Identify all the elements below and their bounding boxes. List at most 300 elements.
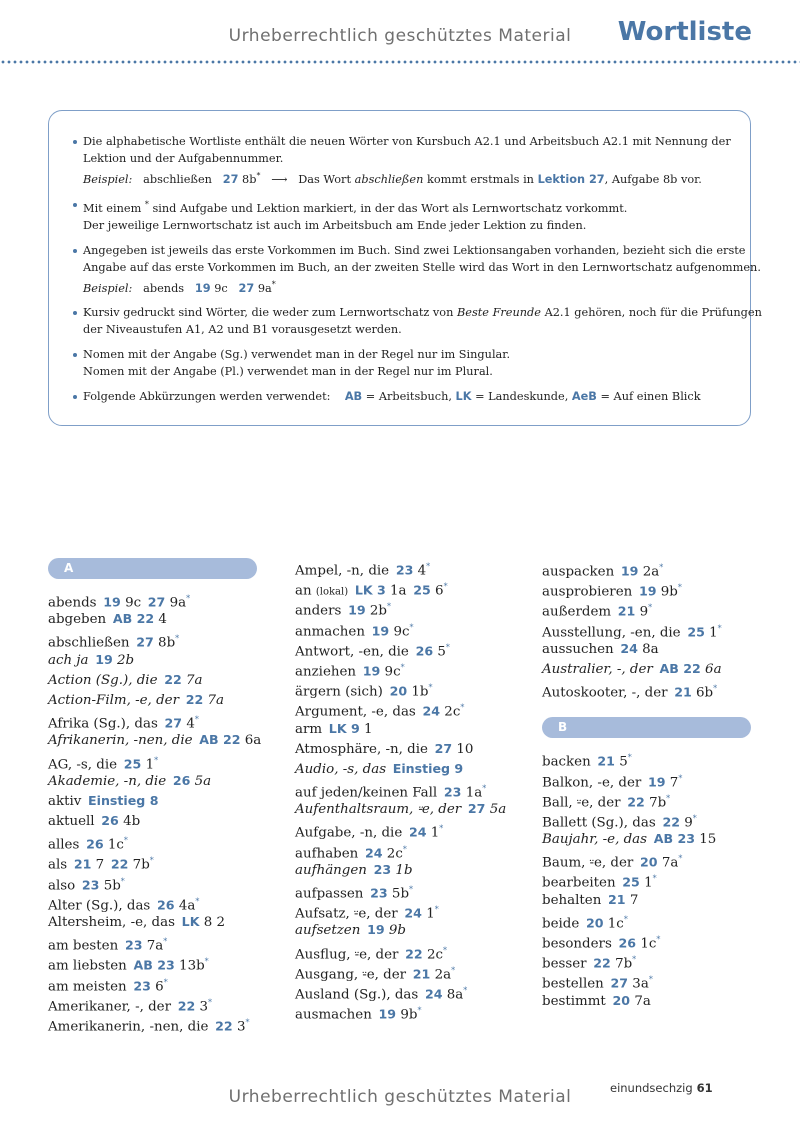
word-entry xyxy=(542,950,757,970)
entry-word: behalten xyxy=(542,892,602,908)
star-icon: * xyxy=(175,634,180,644)
entry-word: anziehen xyxy=(295,664,357,680)
star-icon: * xyxy=(666,793,671,803)
info-item-2 xyxy=(73,196,728,234)
word-entry xyxy=(48,811,263,831)
entry-word: Aufenthaltsraum, ⸚e, der xyxy=(295,802,462,818)
entry-list xyxy=(542,558,757,699)
star-icon: * xyxy=(149,856,154,866)
lesson-reference: 27 xyxy=(238,281,255,295)
word-entry xyxy=(48,831,263,851)
star-icon: * xyxy=(409,885,414,894)
word-entry xyxy=(295,900,510,920)
word-entry xyxy=(48,1013,263,1033)
task-number: 9c xyxy=(384,664,401,680)
entry-word: Afrika (Sg.), das xyxy=(48,716,158,732)
star-icon: * xyxy=(439,824,444,834)
star-icon: * xyxy=(623,914,628,924)
task-number: 2c xyxy=(386,846,403,862)
word-entry xyxy=(48,932,263,952)
star-icon: * xyxy=(678,773,683,783)
entry-word: Aufgabe, -n, die xyxy=(295,825,403,841)
word-column-2 xyxy=(295,557,510,1021)
entry-word: Argument, -e, das xyxy=(295,704,416,720)
task-number: 7a xyxy=(186,672,203,688)
word-entry xyxy=(542,829,757,849)
star-icon: * xyxy=(445,642,450,652)
entry-word: backen xyxy=(542,754,591,770)
star-icon: * xyxy=(678,854,683,864)
task-number: 4 xyxy=(186,716,195,732)
word-entry xyxy=(48,710,263,730)
word-entry xyxy=(542,639,757,659)
star-icon: * xyxy=(186,594,191,603)
task-number: 5b xyxy=(391,886,410,902)
task-number: 4a xyxy=(178,898,196,914)
word-entry xyxy=(48,609,263,629)
star-icon: * xyxy=(195,896,200,906)
star-icon: * xyxy=(482,784,487,794)
task-number: 1c xyxy=(107,837,124,853)
lesson-reference: 21 xyxy=(617,603,636,619)
star-icon: * xyxy=(632,955,637,965)
lesson-reference: 24 xyxy=(404,905,422,921)
entry-list xyxy=(48,589,263,1033)
entry-word: Action (Sg.), die xyxy=(48,672,158,688)
task-number: 13b xyxy=(179,958,205,974)
star-icon: * xyxy=(443,945,447,955)
lesson-reference: 23 xyxy=(124,937,143,953)
word-entry xyxy=(48,650,263,670)
lesson-reference: 25 xyxy=(123,755,142,771)
example-lesson: 27 xyxy=(222,172,239,186)
word-entry xyxy=(48,629,263,649)
star-icon: * xyxy=(443,582,448,592)
entry-word: beide xyxy=(542,916,580,932)
word-entry xyxy=(295,597,510,617)
word-entry xyxy=(295,759,510,779)
lesson-reference: 25 xyxy=(413,582,431,598)
example-label: Beispiel: xyxy=(83,172,133,186)
word-entry xyxy=(295,819,510,839)
task-number: 7b xyxy=(132,857,150,873)
abbreviation-lk: LK xyxy=(455,390,472,404)
lesson-reference: 20 xyxy=(612,992,631,1008)
lesson-reference: 21 xyxy=(608,891,626,907)
info-text: der Niveaustufen A1, A2 und B1 vorausgesetzt werden. xyxy=(83,323,402,337)
word-entry xyxy=(542,991,757,1011)
lesson-reference: Lektion 27 xyxy=(537,172,605,186)
lesson-reference: Einstieg 8 xyxy=(88,792,159,808)
task-number: 6 xyxy=(435,583,444,599)
word-entry xyxy=(295,799,510,819)
info-item-3 xyxy=(73,242,761,297)
entry-word: Action-Film, -e, der xyxy=(48,692,179,708)
entry-word: am meisten xyxy=(48,979,127,995)
book-title: Beste Freunde xyxy=(456,306,541,320)
info-item-6 xyxy=(73,388,728,405)
lesson-reference: 22 xyxy=(662,814,680,830)
info-text: Der jeweilige Lernwortschatz ist auch im Arbeitsbuch am Ende jeder Lektion zu finden. xyxy=(83,218,587,232)
lesson-reference: 21 xyxy=(73,856,92,872)
task-number: 10 xyxy=(456,741,474,757)
entry-word: ach ja xyxy=(48,652,89,668)
entry-word: also xyxy=(48,878,76,894)
task-number: 1 xyxy=(430,825,440,841)
info-text: Angabe auf das erste Vorkommen im Buch, an der zweiten Stelle wird das Wort in den Lernwortschatz aufgenommen. xyxy=(83,260,761,274)
lesson-reference: 27 xyxy=(147,594,166,610)
word-entry xyxy=(48,730,263,750)
star-icon: * xyxy=(120,876,125,886)
star-icon: * xyxy=(463,985,468,995)
lesson-reference: LK 3 xyxy=(354,582,386,598)
task-number: 7a xyxy=(146,938,164,954)
task-number: 2b xyxy=(117,652,135,668)
word-entry xyxy=(295,840,510,860)
entry-word: auf jeden/keinen Fall xyxy=(295,785,438,801)
task-number: 1b xyxy=(395,862,413,878)
entry-word: an xyxy=(295,583,312,599)
entry-word: Aufsatz, ⸚e, der xyxy=(295,906,398,922)
page-number-digit: 61 xyxy=(696,1081,713,1095)
task-number: 9b xyxy=(660,584,678,600)
lesson-reference: 24 xyxy=(422,703,441,719)
example-task: 8b xyxy=(242,172,257,186)
entry-word: bestimmt xyxy=(542,993,606,1009)
star-icon: * xyxy=(692,813,697,823)
word-entry xyxy=(48,589,263,609)
info-text: Nomen mit der Angabe (Sg.) verwendet man in der Regel nur im Singular. xyxy=(83,348,511,362)
info-text: Lektion und der Aufgabennummer. xyxy=(83,152,284,165)
star-icon: * xyxy=(245,1017,250,1027)
task-number: 7 xyxy=(95,857,105,873)
lesson-reference: 19 xyxy=(371,623,390,639)
entry-word: Amerikaner, -, der xyxy=(48,999,171,1015)
arrow-icon: ⟶ xyxy=(271,172,288,186)
page-number-word: einundsechzig xyxy=(610,1081,693,1095)
word-entry xyxy=(295,941,510,961)
word-entry xyxy=(542,578,757,598)
word-entry xyxy=(48,892,263,912)
task-number: 1 xyxy=(709,625,718,641)
word-entry xyxy=(542,769,757,789)
lesson-reference: 24 xyxy=(408,824,427,840)
word-column-3 xyxy=(542,558,757,1011)
task-number: 9c xyxy=(393,624,410,640)
info-item-1 xyxy=(73,133,731,188)
word-entry xyxy=(295,678,510,698)
task-number: 8 2 xyxy=(203,915,226,930)
info-text: Nomen mit der Angabe (Pl.) verwendet man in der Regel nur im Plural. xyxy=(83,365,493,379)
task-number: 3 xyxy=(199,999,209,1015)
task-number: 6a xyxy=(705,661,722,677)
lesson-reference: 22 xyxy=(593,955,611,971)
task-number: 15 xyxy=(699,832,717,848)
example-label: Beispiel: xyxy=(83,281,133,295)
entry-word: Australier, -, der xyxy=(542,661,653,677)
entry-word: bestellen xyxy=(542,976,604,992)
entry-word: Ausland (Sg.), das xyxy=(295,987,419,1003)
word-entry xyxy=(542,789,757,809)
task-number: 8a xyxy=(446,987,464,1003)
lesson-reference: 20 xyxy=(585,915,604,931)
page-title: Wortliste xyxy=(617,17,752,47)
word-entry xyxy=(295,1001,510,1021)
star-icon: * xyxy=(627,753,632,763)
lesson-reference: 23 xyxy=(133,978,151,994)
task-number: 1c xyxy=(607,916,624,932)
entry-word: am liebsten xyxy=(48,958,127,974)
task-number: 9 xyxy=(684,815,693,831)
entry-word: ausmachen xyxy=(295,1007,372,1023)
star-icon: * xyxy=(656,935,661,944)
copyright-watermark-top: Urheberrechtlich geschütztes Material xyxy=(228,26,572,46)
lesson-reference: AB 22 xyxy=(112,611,155,627)
entry-word: aufhaben xyxy=(295,846,359,862)
task-number: 9a xyxy=(169,595,187,611)
lesson-reference: 26 xyxy=(86,836,104,852)
entry-word: außerdem xyxy=(542,604,612,620)
task-number: 7a xyxy=(634,993,651,1009)
word-entry xyxy=(542,619,757,639)
info-item-5 xyxy=(73,346,728,380)
entry-word: ausprobieren xyxy=(542,584,633,600)
star-icon: * xyxy=(194,715,199,725)
word-entry xyxy=(542,890,757,910)
entry-word: Baujahr, -e, das xyxy=(542,832,648,848)
lesson-reference: 27 xyxy=(610,975,629,991)
task-number: 1c xyxy=(640,936,657,952)
entry-word: Atmosphäre, -n, die xyxy=(295,741,428,757)
word-entry xyxy=(295,698,510,718)
lesson-reference: 27 xyxy=(434,740,453,756)
entry-word: Audio, -s, das xyxy=(295,761,387,777)
lesson-reference: 26 xyxy=(618,935,637,951)
entry-word: arm xyxy=(295,721,323,737)
entry-word: am besten xyxy=(48,938,119,954)
info-item-4 xyxy=(73,304,762,338)
lesson-reference: 19 xyxy=(620,563,639,579)
info-text: Das Wort xyxy=(298,172,352,186)
star-icon: * xyxy=(648,975,653,985)
task-number: 5 xyxy=(619,754,628,770)
lesson-reference: 21 xyxy=(412,966,431,982)
info-text: kommt erstmals in xyxy=(427,172,534,186)
lesson-reference: 26 xyxy=(101,813,119,829)
letter-header-b: B xyxy=(542,717,751,738)
entry-word: Ausflug, ⸚e, der xyxy=(295,947,399,963)
info-text: sind Aufgabe und Lektion markiert, in der das Wort als Lernwortschatz vorkommt. xyxy=(152,201,628,215)
lesson-reference: 22 xyxy=(215,1018,233,1034)
entry-word: aussuchen xyxy=(542,641,614,657)
info-text: = Auf einen Blick xyxy=(600,390,701,404)
lesson-reference: 26 xyxy=(172,772,191,788)
star-icon: * xyxy=(434,905,439,915)
lesson-reference: 19 xyxy=(367,922,385,938)
entry-list xyxy=(295,557,510,1021)
star-icon: * xyxy=(154,755,159,765)
abbreviation-ab: AB xyxy=(344,390,363,404)
lesson-reference: 22 xyxy=(177,998,196,1014)
task-number: 7b xyxy=(615,956,633,972)
lesson-reference: LK 9 xyxy=(328,720,360,736)
star-icon: * xyxy=(204,957,209,967)
entry-word: aufhängen xyxy=(295,862,367,878)
star-icon: * xyxy=(717,623,722,633)
word-entry xyxy=(48,690,263,710)
star-icon: * xyxy=(402,844,407,854)
word-entry xyxy=(295,739,510,759)
entry-word: anders xyxy=(295,603,342,619)
entry-word: auspacken xyxy=(542,564,615,580)
word-entry xyxy=(542,558,757,578)
star-icon: * xyxy=(460,703,465,713)
entry-word: anmachen xyxy=(295,624,365,640)
entry-word: aktiv xyxy=(48,793,82,809)
task-number: 7b xyxy=(649,795,667,811)
task-number: 5a xyxy=(489,802,507,818)
star-icon: * xyxy=(426,562,431,571)
task-number: 2a xyxy=(434,967,452,983)
lesson-reference: 22 xyxy=(185,691,204,707)
entry-word: Balkon, -e, der xyxy=(542,774,642,790)
entry-word: ärgern (sich) xyxy=(295,684,383,700)
star-icon: * xyxy=(648,603,653,613)
word-entry xyxy=(542,849,757,869)
task-number: 9b xyxy=(388,923,406,939)
star-icon: * xyxy=(163,977,168,987)
lesson-reference: 24 xyxy=(620,640,638,656)
word-entry xyxy=(542,970,757,990)
entry-word: abgeben xyxy=(48,612,107,628)
word-entry xyxy=(542,659,757,679)
copyright-watermark-bottom: Urheberrechtlich geschütztes Material xyxy=(228,1087,572,1107)
task-number: 6a xyxy=(244,733,262,749)
lesson-reference: 19 xyxy=(378,1006,397,1022)
word-entry xyxy=(295,920,510,940)
task-number: 2c xyxy=(444,704,461,720)
word-entry xyxy=(295,658,510,678)
star-icon: * xyxy=(652,874,657,884)
entry-word: Akademie, -n, die xyxy=(48,773,167,789)
info-text: Angegeben ist jeweils das erste Vorkommen im Buch. Sind zwei Lektionsangaben vorhanden, bezieht sich die erste xyxy=(83,243,746,257)
lesson-reference: 26 xyxy=(157,897,175,913)
entry-word: Ampel, -n, die xyxy=(295,563,390,579)
entry-word: Ausstellung, -en, die xyxy=(542,625,681,641)
task-number: 6 xyxy=(155,979,164,995)
info-text: A2.1 gehören, noch für die Prüfungen xyxy=(544,306,762,320)
lesson-reference: AB 22 xyxy=(659,660,701,676)
lesson-reference: 27 xyxy=(467,801,486,817)
task-number: 4b xyxy=(123,814,141,830)
star-icon: * xyxy=(409,622,414,632)
word-entry xyxy=(48,872,263,892)
star-icon: * xyxy=(713,684,718,694)
lesson-reference: AB 23 xyxy=(653,831,696,847)
lesson-reference: 22 xyxy=(110,856,129,872)
star-icon: * xyxy=(451,965,456,975)
lesson-reference: 20 xyxy=(389,683,408,699)
word-entry xyxy=(48,791,263,811)
lesson-reference: 19 xyxy=(194,281,211,295)
word-entry xyxy=(295,618,510,638)
entry-word: Alter (Sg.), das xyxy=(48,898,151,914)
word-entry xyxy=(295,719,510,739)
entry-word: Ballett (Sg.), das xyxy=(542,815,656,831)
entry-word: Altersheim, -e, das xyxy=(48,915,175,930)
lesson-reference: 19 xyxy=(103,594,121,610)
entry-word: bearbeiten xyxy=(542,875,616,891)
task-number: 1b xyxy=(411,684,429,700)
star-icon: * xyxy=(256,171,261,180)
star-icon: * xyxy=(123,836,128,846)
star-icon: * xyxy=(659,563,664,572)
entry-word: aufsetzen xyxy=(295,923,361,939)
word-entry xyxy=(48,973,263,993)
entry-word: besser xyxy=(542,956,587,972)
task-number: 7a xyxy=(207,692,224,708)
lesson-reference: 25 xyxy=(622,874,640,890)
word-entry xyxy=(295,779,510,799)
task-number: 7 xyxy=(669,774,679,790)
entry-word: abends xyxy=(48,595,97,611)
star-icon: * xyxy=(208,997,213,1007)
abbreviation-aeb: AeB xyxy=(571,390,597,404)
task-number: 5b xyxy=(103,878,121,894)
word-entry xyxy=(295,880,510,900)
lesson-reference: 19 xyxy=(647,773,666,789)
lesson-reference: 27 xyxy=(136,634,154,650)
task-number: 4 xyxy=(417,563,427,579)
task-number: 1 xyxy=(426,906,435,922)
entry-list xyxy=(542,748,757,1010)
lesson-reference: 23 xyxy=(81,877,100,893)
entry-word: Ausgang, ⸚e, der xyxy=(295,967,407,983)
entry-word: besonders xyxy=(542,936,612,952)
entry-word: Antwort, -en, die xyxy=(295,644,409,660)
task-number: 6b xyxy=(696,685,714,701)
entry-word: Amerikanerin, -nen, die xyxy=(48,1019,209,1035)
entry-word: Baum, ⸚e, der xyxy=(542,855,634,871)
lesson-reference: 22 xyxy=(164,671,182,687)
word-entry xyxy=(48,751,263,771)
word-entry xyxy=(295,638,510,658)
task-number: 3a xyxy=(632,976,649,992)
info-text: Folgende Abkürzungen werden verwendet: xyxy=(83,390,331,404)
word-column-1 xyxy=(48,558,263,1033)
word-entry xyxy=(48,912,263,932)
example-word: abends xyxy=(143,281,185,295)
word-entry xyxy=(48,771,263,791)
word-entry xyxy=(48,952,263,972)
star-icon: * xyxy=(271,279,276,289)
task-number: 5a xyxy=(194,773,212,789)
entry-word: aktuell xyxy=(48,814,95,830)
entry-word: Afrikanerin, -nen, die xyxy=(48,733,193,749)
lesson-reference: 27 xyxy=(164,715,183,731)
lesson-reference: 19 xyxy=(95,651,113,667)
lesson-reference: 19 xyxy=(348,602,366,618)
word-entry xyxy=(542,809,757,829)
letter-header-a: A xyxy=(48,558,257,579)
lesson-reference: 23 xyxy=(395,562,414,578)
entry-word: als xyxy=(48,857,68,873)
task-number: 1a xyxy=(390,583,407,599)
task-number: 9 xyxy=(639,604,649,620)
word-entry xyxy=(295,981,510,1001)
star-icon: * xyxy=(163,937,168,947)
task-number: 9a xyxy=(257,281,272,295)
